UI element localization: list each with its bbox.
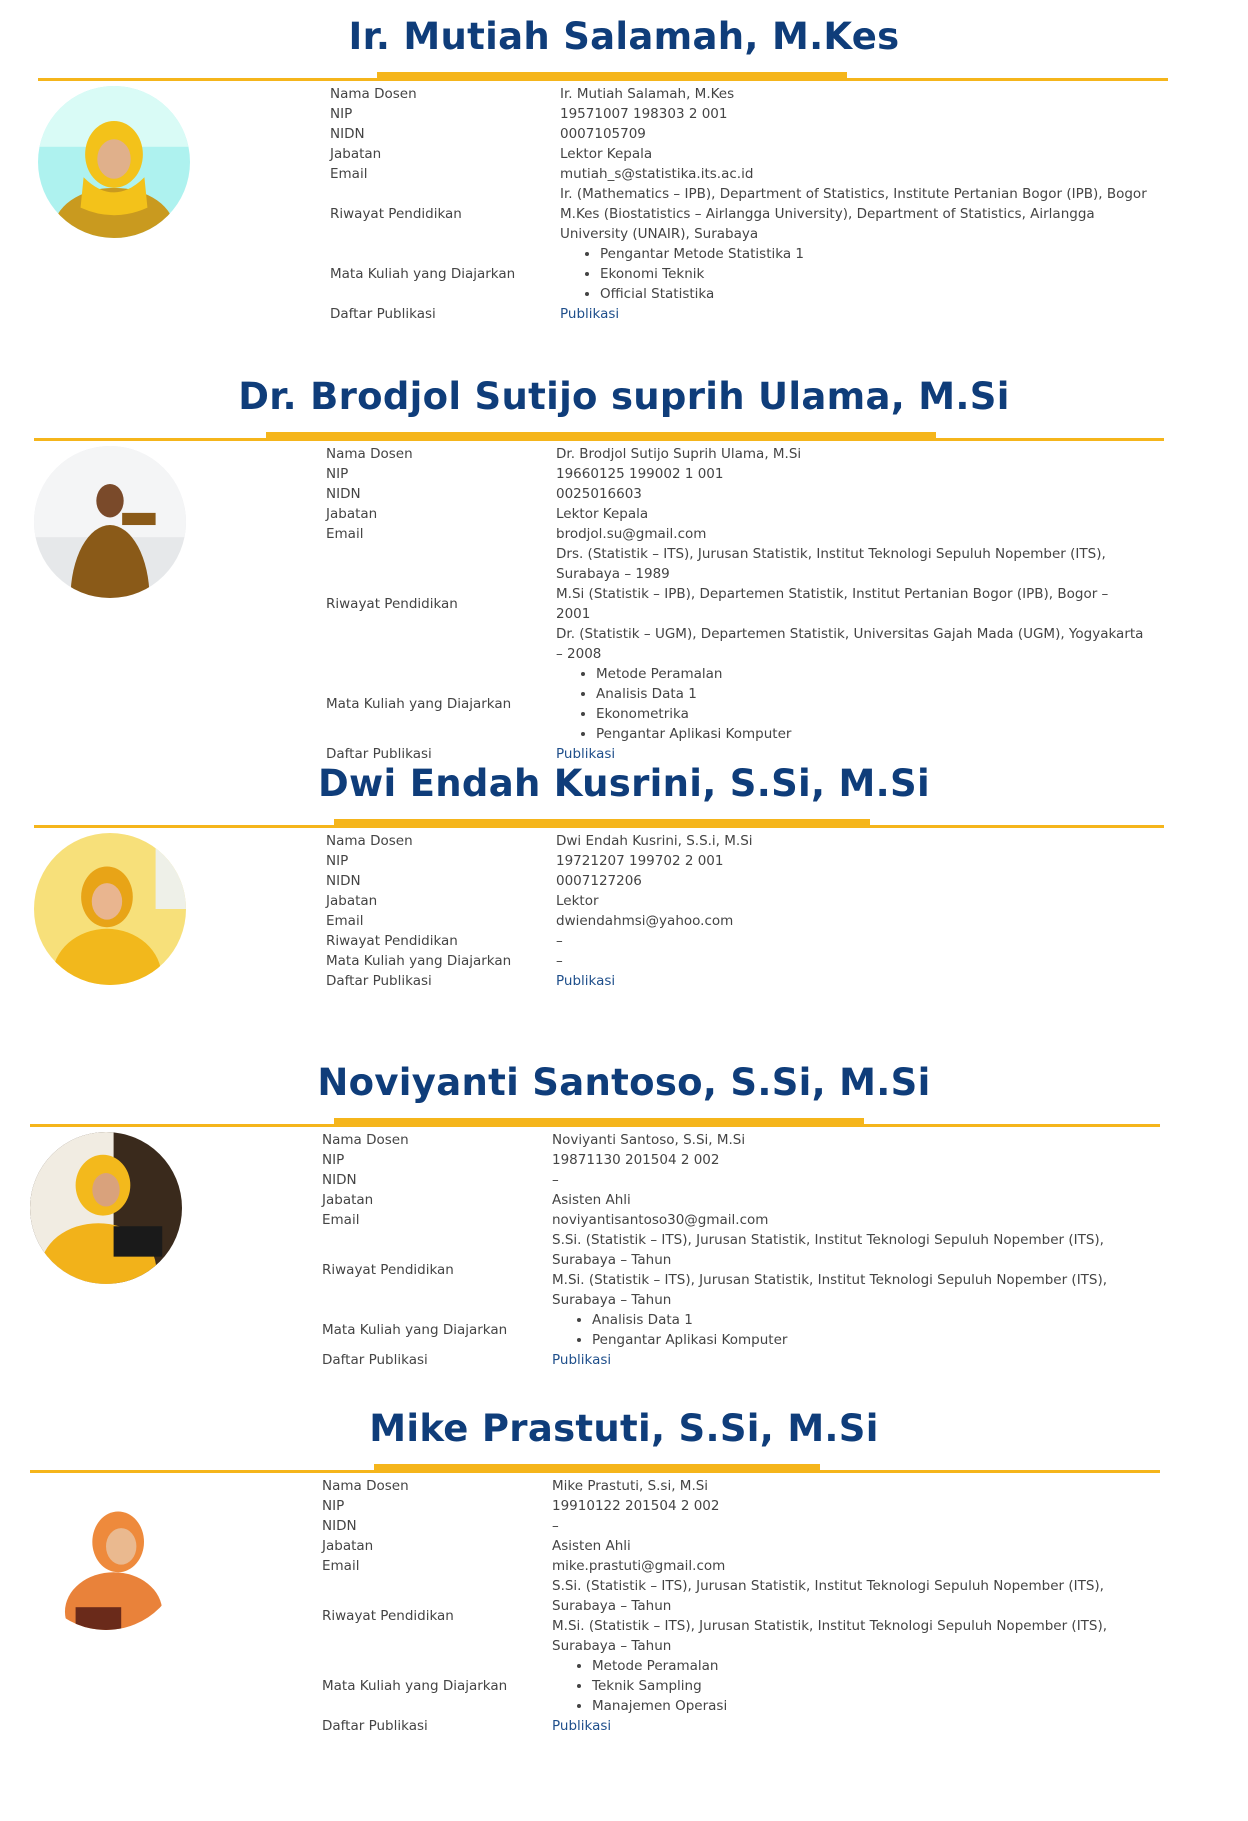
row-nip (326, 851, 1146, 871)
portrait-image (34, 833, 186, 985)
matkul-item: • Pengantar Metode Statistika 1 (600, 244, 1150, 264)
value-nama: Dwi Endah Kusrini, S.S.i, M.Si (556, 833, 753, 849)
value-jabatan: Asisten Ahli (552, 1538, 631, 1554)
profile-title: Dr. Brodjol Sutijo suprih Ulama, M.Si (238, 375, 1010, 418)
value-nidn: – (552, 1518, 559, 1534)
profile-details-table (326, 444, 1146, 764)
row-publikasi (330, 304, 1150, 324)
row-email (326, 911, 1146, 931)
profile-details-table (330, 84, 1150, 324)
title-underline-accent (374, 1464, 820, 1472)
row-nama (330, 84, 1150, 104)
matkul-item: • Analisis Data 1 (592, 1310, 1142, 1330)
matkul-item: • Ekonometrika (596, 704, 1146, 724)
value-riwayat: – (556, 933, 563, 949)
label-nip: NIP (322, 1498, 345, 1514)
value-matkul: – (556, 953, 563, 969)
title-underline-accent (334, 819, 870, 827)
label-email: Email (326, 526, 364, 542)
label-matkul: Mata Kuliah yang Diajarkan (330, 266, 516, 282)
profile-title: Mike Prastuti, S.Si, M.Si (369, 1407, 879, 1450)
portrait-image (30, 1132, 182, 1284)
value-nama: Noviyanti Santoso, S.Si, M.Si (552, 1132, 746, 1148)
matkul-item: • Metode Peramalan (596, 664, 1146, 684)
label-email: Email (322, 1212, 360, 1228)
row-matkul (330, 244, 1150, 304)
profile-mutiah-salamah (0, 12, 1248, 322)
row-nip (326, 464, 1146, 484)
value-matkul (552, 1656, 1142, 1716)
label-jabatan: Jabatan (322, 1538, 374, 1554)
label-riwayat: Riwayat Pendidikan (330, 206, 462, 222)
value-nip: 19871130 201504 2 002 (552, 1152, 720, 1168)
matkul-item: • Official Statistika (600, 284, 1150, 304)
row-matkul (326, 664, 1146, 744)
matkul-item: • Pengantar Aplikasi Komputer (592, 1330, 1142, 1350)
label-riwayat: Riwayat Pendidikan (322, 1262, 454, 1278)
riwayat-item: M.Si. (Statistik – ITS), Jurusan Statistik, Institut Teknologi Sepuluh Nopember (ITS), Surabaya – Tahun (552, 1618, 1108, 1654)
value-matkul (552, 1310, 1142, 1350)
matkul-list (552, 1656, 1142, 1716)
profile-header (0, 759, 1248, 829)
row-jabatan (322, 1190, 1142, 1210)
value-riwayat (552, 1576, 1142, 1656)
row-jabatan (330, 144, 1150, 164)
row-nama (322, 1476, 1142, 1496)
riwayat-item: M.Si (Statistik – IPB), Departemen Statistik, Institut Pertanian Bogor (IPB), Bogor – 2001 (556, 586, 1109, 622)
portrait-image (30, 1478, 182, 1630)
title-underline-accent (377, 72, 847, 80)
row-publikasi (326, 971, 1146, 991)
value-riwayat (560, 184, 1150, 244)
value-nip: 19910122 201504 2 002 (552, 1498, 720, 1514)
label-nip: NIP (322, 1152, 345, 1168)
value-jabatan: Lektor (556, 893, 599, 909)
value-nidn: 0025016603 (556, 486, 642, 502)
profile-title: Dwi Endah Kusrini, S.Si, M.Si (318, 762, 930, 805)
profile-brodjol-sutijo (0, 372, 1248, 762)
profile-dwi-endah (0, 759, 1248, 989)
row-nip (330, 104, 1150, 124)
row-publikasi (322, 1716, 1142, 1736)
row-email (322, 1210, 1142, 1230)
matkul-list (556, 664, 1146, 744)
profile-header (0, 372, 1248, 442)
avatar (38, 86, 190, 238)
label-matkul: Mata Kuliah yang Diajarkan (322, 1678, 508, 1694)
row-nama (326, 444, 1146, 464)
profile-title: Noviyanti Santoso, S.Si, M.Si (317, 1061, 931, 1104)
portrait-image (38, 86, 190, 238)
profile-header (0, 12, 1248, 82)
label-riwayat: Riwayat Pendidikan (322, 1608, 454, 1624)
label-nip: NIP (330, 106, 353, 122)
row-nidn (326, 871, 1146, 891)
publikasi-link[interactable]: Publikasi (560, 306, 620, 322)
value-jabatan: Lektor Kepala (556, 506, 649, 522)
profile-title: Ir. Mutiah Salamah, M.Kes (348, 15, 900, 58)
value-nidn: 0007105709 (560, 126, 646, 142)
value-nama: Mike Prastuti, S.si, M.Si (552, 1478, 709, 1494)
label-publikasi: Daftar Publikasi (326, 746, 432, 762)
label-nidn: NIDN (326, 873, 361, 889)
label-nama: Nama Dosen (322, 1478, 409, 1494)
portrait-image (34, 446, 186, 598)
label-publikasi: Daftar Publikasi (322, 1352, 428, 1368)
profile-details-table (322, 1130, 1142, 1370)
row-nidn (322, 1170, 1142, 1190)
row-riwayat (326, 931, 1146, 951)
profile-header (0, 1058, 1248, 1128)
row-jabatan (322, 1536, 1142, 1556)
value-email: mutiah_s@statistika.its.ac.id (560, 166, 754, 182)
riwayat-item: S.Si. (Statistik – ITS), Jurusan Statistik, Institut Teknologi Sepuluh Nopember (ITS), Surabaya – Tahun (552, 1232, 1104, 1268)
profile-mike-prastuti (0, 1404, 1248, 1734)
label-nidn: NIDN (326, 486, 361, 502)
publikasi-link[interactable]: Publikasi (552, 1718, 612, 1734)
row-publikasi (322, 1350, 1142, 1370)
row-riwayat (322, 1230, 1142, 1310)
label-nama: Nama Dosen (326, 446, 413, 462)
profile-details-table (326, 831, 1146, 991)
matkul-list (552, 1310, 1142, 1350)
label-publikasi: Daftar Publikasi (322, 1718, 428, 1734)
value-jabatan: Asisten Ahli (552, 1192, 631, 1208)
label-nidn: NIDN (322, 1172, 357, 1188)
profile-noviyanti-santoso (0, 1058, 1248, 1368)
value-riwayat (552, 1230, 1142, 1310)
riwayat-item: Dr. (Statistik – UGM), Departemen Statistik, Universitas Gajah Mada (UGM), Yogyakarta – 2008 (556, 626, 1144, 662)
value-nama: Dr. Brodjol Sutijo Suprih Ulama, M.Si (556, 446, 802, 462)
label-matkul: Mata Kuliah yang Diajarkan (326, 953, 512, 969)
riwayat-item: Ir. (Mathematics – IPB), Department of Statistics, Institute Pertanian Bogor (IPB), Bogor (560, 186, 1147, 202)
label-jabatan: Jabatan (330, 146, 382, 162)
value-matkul (556, 664, 1146, 744)
value-nip: 19721207 199702 2 001 (556, 853, 724, 869)
label-matkul: Mata Kuliah yang Diajarkan (322, 1322, 508, 1338)
matkul-item: • Ekonomi Teknik (600, 264, 1150, 284)
publikasi-link[interactable]: Publikasi (552, 1352, 612, 1368)
row-nama (322, 1130, 1142, 1150)
matkul-list (560, 244, 1150, 304)
row-jabatan (326, 891, 1146, 911)
label-riwayat: Riwayat Pendidikan (326, 933, 458, 949)
value-email: mike.prastuti@gmail.com (552, 1558, 726, 1574)
value-jabatan: Lektor Kepala (560, 146, 653, 162)
label-matkul: Mata Kuliah yang Diajarkan (326, 696, 512, 712)
matkul-item: • Pengantar Aplikasi Komputer (596, 724, 1146, 744)
label-nama: Nama Dosen (322, 1132, 409, 1148)
value-email: dwiendahmsi@yahoo.com (556, 913, 734, 929)
row-nidn (326, 484, 1146, 504)
value-nip: 19660125 199002 1 001 (556, 466, 724, 482)
value-email: noviyantisantoso30@gmail.com (552, 1212, 769, 1228)
label-jabatan: Jabatan (322, 1192, 374, 1208)
label-jabatan: Jabatan (326, 893, 378, 909)
riwayat-item: Drs. (Statistik – ITS), Jurusan Statistik, Institut Teknologi Sepuluh Nopember (ITS), Surabaya – 1989 (556, 546, 1106, 582)
row-riwayat (326, 544, 1146, 664)
label-nidn: NIDN (322, 1518, 357, 1534)
riwayat-item: S.Si. (Statistik – ITS), Jurusan Statistik, Institut Teknologi Sepuluh Nopember (ITS), Surabaya – Tahun (552, 1578, 1104, 1614)
value-nidn: – (552, 1172, 559, 1188)
value-nidn: 0007127206 (556, 873, 642, 889)
row-nip (322, 1150, 1142, 1170)
row-nama (326, 831, 1146, 851)
label-email: Email (322, 1558, 360, 1574)
title-underline-accent (334, 1118, 864, 1126)
value-riwayat (556, 544, 1146, 664)
label-jabatan: Jabatan (326, 506, 378, 522)
row-email (330, 164, 1150, 184)
avatar (30, 1478, 182, 1630)
label-nidn: NIDN (330, 126, 365, 142)
profile-details-table (322, 1476, 1142, 1736)
label-nip: NIP (326, 466, 349, 482)
profile-header (0, 1404, 1248, 1474)
matkul-item: • Manajemen Operasi (592, 1696, 1142, 1716)
label-nip: NIP (326, 853, 349, 869)
avatar (34, 446, 186, 598)
row-email (326, 524, 1146, 544)
row-nidn (322, 1516, 1142, 1536)
matkul-item: • Metode Peramalan (592, 1656, 1142, 1676)
row-riwayat (330, 184, 1150, 244)
label-email: Email (330, 166, 368, 182)
row-email (322, 1556, 1142, 1576)
matkul-item: • Analisis Data 1 (596, 684, 1146, 704)
avatar (34, 833, 186, 985)
riwayat-item: M.Si. (Statistik – ITS), Jurusan Statistik, Institut Teknologi Sepuluh Nopember (ITS), Surabaya – Tahun (552, 1272, 1108, 1308)
label-email: Email (326, 913, 364, 929)
label-nama: Nama Dosen (326, 833, 413, 849)
matkul-item: • Teknik Sampling (592, 1676, 1142, 1696)
avatar (30, 1132, 182, 1284)
row-nip (322, 1496, 1142, 1516)
label-riwayat: Riwayat Pendidikan (326, 596, 458, 612)
value-email: brodjol.su@gmail.com (556, 526, 707, 542)
row-matkul (326, 951, 1146, 971)
label-publikasi: Daftar Publikasi (326, 973, 432, 989)
publikasi-link[interactable]: Publikasi (556, 973, 616, 989)
value-nama: Ir. Mutiah Salamah, M.Kes (560, 86, 735, 102)
row-jabatan (326, 504, 1146, 524)
label-nama: Nama Dosen (330, 86, 417, 102)
value-nip: 19571007 198303 2 001 (560, 106, 728, 122)
row-matkul (322, 1656, 1142, 1716)
row-nidn (330, 124, 1150, 144)
title-underline-accent (266, 432, 936, 440)
riwayat-item: M.Kes (Biostatistics – Airlangga University), Department of Statistics, Airlangga University (UNAIR), Surabaya (560, 206, 1095, 242)
label-publikasi: Daftar Publikasi (330, 306, 436, 322)
row-riwayat (322, 1576, 1142, 1656)
value-matkul (560, 244, 1150, 304)
publikasi-link[interactable]: Publikasi (556, 746, 616, 762)
row-matkul (322, 1310, 1142, 1350)
